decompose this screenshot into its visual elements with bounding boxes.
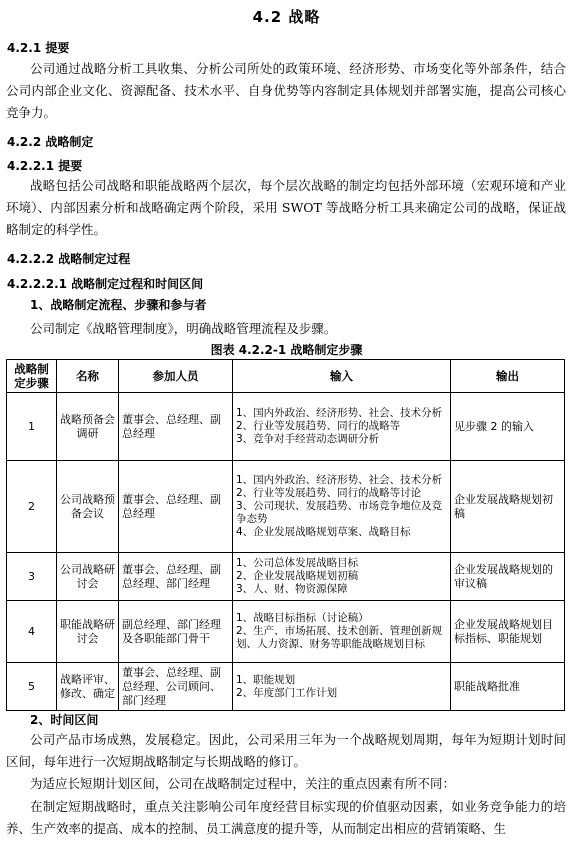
table-row [7,393,565,461]
paragraph-process: 公司制定《战略管理制度》，明确战略管理流程及步骤。 [30,321,337,336]
paragraph-short-term: 在制定短期战略时，重点关注影响公司年度经营目标实现的价值驱动因素，如业务竞争能力的培养、生产效率的提高、成本的控制、员工满意度的提升等，从而制定出相应的营销策略、生 [6,799,566,836]
paragraph-focus-factors: 为适应长短期计划区间，公司在战略制定过程中，关注的重点因素有所不同： [30,776,456,791]
input-item: 1、国内外政治、经济形势、社会、技术分析 [236,407,443,419]
section-title: 4.2 战略 [252,8,321,26]
input-item: 2、企业发展战略规划初稿 [236,570,359,582]
table-header-row [7,360,565,393]
cell-step: 4 [7,601,57,663]
column-header-step: 战略制定步骤 [7,360,57,393]
cell-output: 企业发展战略规划目标指标、职能规划 [451,601,565,663]
heading-4-2-2: 4.2.2 战略制定 [7,135,94,149]
strategy-steps-table [6,359,565,711]
paragraph-strategy-levels: 战略包括公司战略和职能战略两个层次，每个层次战略的制定均包括外部环境（宏观环境和产业环境）、内部因素分析和战略确定两个阶段，采用 SWOT 等战略分析工具来确定公司的战略，保证战略制定的科学性。 [6,178,566,237]
cell-participants: 董事会、总经理、副总经理、部门经理 [119,553,233,601]
cell-participants: 董事会、总经理、副总经理 [119,461,233,553]
cell-output: 企业发展战略规划的审议稿 [451,553,565,601]
cell-step: 2 [7,461,57,553]
input-item: 1、国内外政治、经济形势、社会、技术分析 [236,474,443,486]
heading-4-2-2-1: 4.2.2.1 提要 [7,159,83,173]
heading-4-2-1: 4.2.1 提要 [7,41,70,55]
cell-name: 战略预备会调研 [57,393,119,461]
input-item: 3、竞争对手经营动态调研分析 [236,433,380,445]
input-item: 1、战略目标指标（讨论稿） [236,612,369,624]
cell-step: 3 [7,553,57,601]
cell-output: 职能战略批准 [451,663,565,711]
cell-name: 战略评审、修改、确定 [57,663,119,711]
cell-step: 1 [7,393,57,461]
input-item: 2、生产、市场拓展、技术创新、管理创新规划、人力资源、财务等职能战略规划目标 [236,625,443,650]
cell-input [233,393,451,461]
cell-input [233,553,451,601]
column-header-input: 输入 [233,360,451,393]
cell-output: 见步骤 2 的输入 [451,393,565,461]
paragraph-time-range: 公司产品市场成熟，发展稳定。因此，公司采用三年为一个战略规划周期，每年为短期计划时间区间，每年进行一次短期战略制定与长期战略的修订。 [6,732,566,769]
heading-4-2-2-2: 4.2.2.2 战略制定过程 [7,252,131,266]
cell-output: 企业发展战略规划初稿 [451,461,565,553]
input-item: 2、行业等发展趋势、同行的战略等 [236,420,401,432]
heading-4-2-2-2-1: 4.2.2.2.1 战略制定过程和时间区间 [7,277,204,291]
input-item: 2、行业等发展趋势、同行的战略等讨论 [236,487,422,499]
input-item: 2、年度部门工作计划 [236,686,338,699]
input-item: 1、公司总体发展战略目标 [236,557,359,569]
subheading-process: 1、战略制定流程、步骤和参与者 [30,298,207,312]
cell-participants: 董事会、总经理、副总经理、公司顾问、部门经理 [119,663,233,711]
column-header-output: 输出 [451,360,565,393]
column-header-name: 名称 [57,360,119,393]
cell-name: 公司战略预备会议 [57,461,119,553]
table-row [7,663,565,711]
cell-step: 5 [7,663,57,711]
subheading-time-range: 2、时间区间 [30,713,99,727]
cell-participants: 副总经理、部门经理及各职能部门骨干 [119,601,233,663]
input-item: 3、人、财、物资源保障 [236,583,348,595]
cell-input [233,601,451,663]
input-item: 1、职能规划 [236,673,296,686]
input-item: 4、企业发展战略规划草案、战略目标 [236,526,411,538]
cell-input [233,663,451,711]
column-header-participants: 参加人员 [119,360,233,393]
paragraph-overview: 公司通过战略分析工具收集、分析公司所处的政策环境、经济形势、市场变化等外部条件，结合公司内部企业文化、资源配备、技术水平、自身优势等内容制定具体规划并部署实施，提高公司核心竞争力。 [6,61,566,120]
input-item: 3、公司现状、发展趋势、市场竞争地位及竞争态势 [236,500,443,525]
cell-input [233,461,451,553]
table-caption: 图表 4.2.2-1 战略制定步骤 [210,343,363,357]
cell-participants: 董事会、总经理、副总经理 [119,393,233,461]
cell-name: 公司战略研讨会 [57,553,119,601]
table-row [7,601,565,663]
table-row [7,553,565,601]
table-row [7,461,565,553]
cell-name: 职能战略研讨会 [57,601,119,663]
